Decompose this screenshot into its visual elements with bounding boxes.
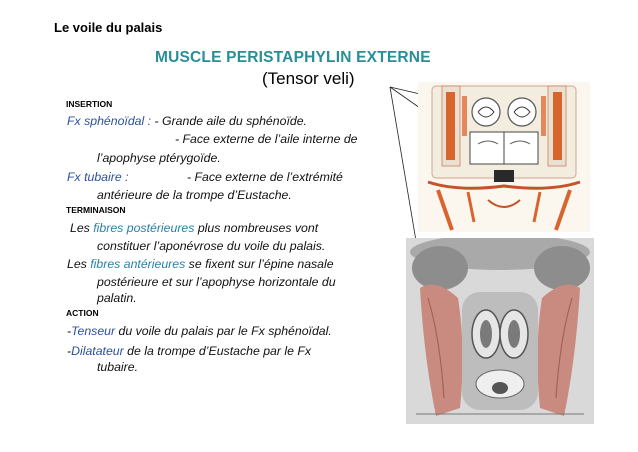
action-line-3: tubaire. [97, 360, 139, 374]
action-line-2-c: de la trompe d’Eustache par le Fx [123, 344, 312, 358]
coronal-section-figure [418, 82, 590, 232]
slide-subtitle: (Tensor veli) [262, 69, 355, 88]
terminaison-line-3-c: se fixent sur l’épine nasale [185, 257, 334, 271]
action-line-1-b: Tenseur [71, 324, 116, 338]
terminaison-line-1-b: fibres postérieures [93, 221, 195, 235]
insertion-line-4-text: - Face externe de l’extrémité [187, 170, 343, 184]
action-line-1-c: du voile du palais par le Fx sphénoïdal. [115, 324, 332, 338]
insertion-line-4-label: Fx tubaire : [67, 170, 129, 184]
terminaison-line-3-a: Les [67, 257, 91, 271]
action-heading: ACTION [66, 308, 99, 318]
terminaison-line-1-a: Les [70, 221, 94, 235]
terminaison-line-4: postérieure et sur l’apophyse horizontale du [97, 275, 336, 289]
insertion-line-2: - Face externe de l’aile interne de [175, 132, 358, 146]
insertion-heading: INSERTION [66, 99, 113, 109]
action-line-2-a: - [67, 344, 72, 358]
terminaison-line-2: constituer l’aponévrose du voile du palais. [97, 239, 326, 253]
terminaison-line-3-b: fibres antérieures [90, 257, 186, 271]
insertion-line-3: l’apophyse ptérygoïde. [97, 151, 221, 165]
action-line-1-a: - [67, 324, 72, 338]
posterior-view-figure [406, 238, 594, 424]
terminaison-heading: TERMINAISON [66, 205, 126, 215]
terminaison-line-1-c: plus nombreuses vont [194, 221, 319, 235]
action-line-2-b: Dilatateur [71, 344, 124, 358]
terminaison-line-5: palatin. [97, 291, 137, 305]
insertion-line-5: antérieure de la trompe d’Eustache. [97, 188, 292, 202]
slide-header: Le voile du palais [54, 20, 163, 35]
insertion-line-1-label: Fx sphénoïdal : [67, 114, 152, 128]
insertion-line-1-text: - Grande aile du sphénoïde. [151, 114, 307, 128]
slide-title: MUSCLE PERISTAPHYLIN EXTERNE [155, 49, 431, 66]
